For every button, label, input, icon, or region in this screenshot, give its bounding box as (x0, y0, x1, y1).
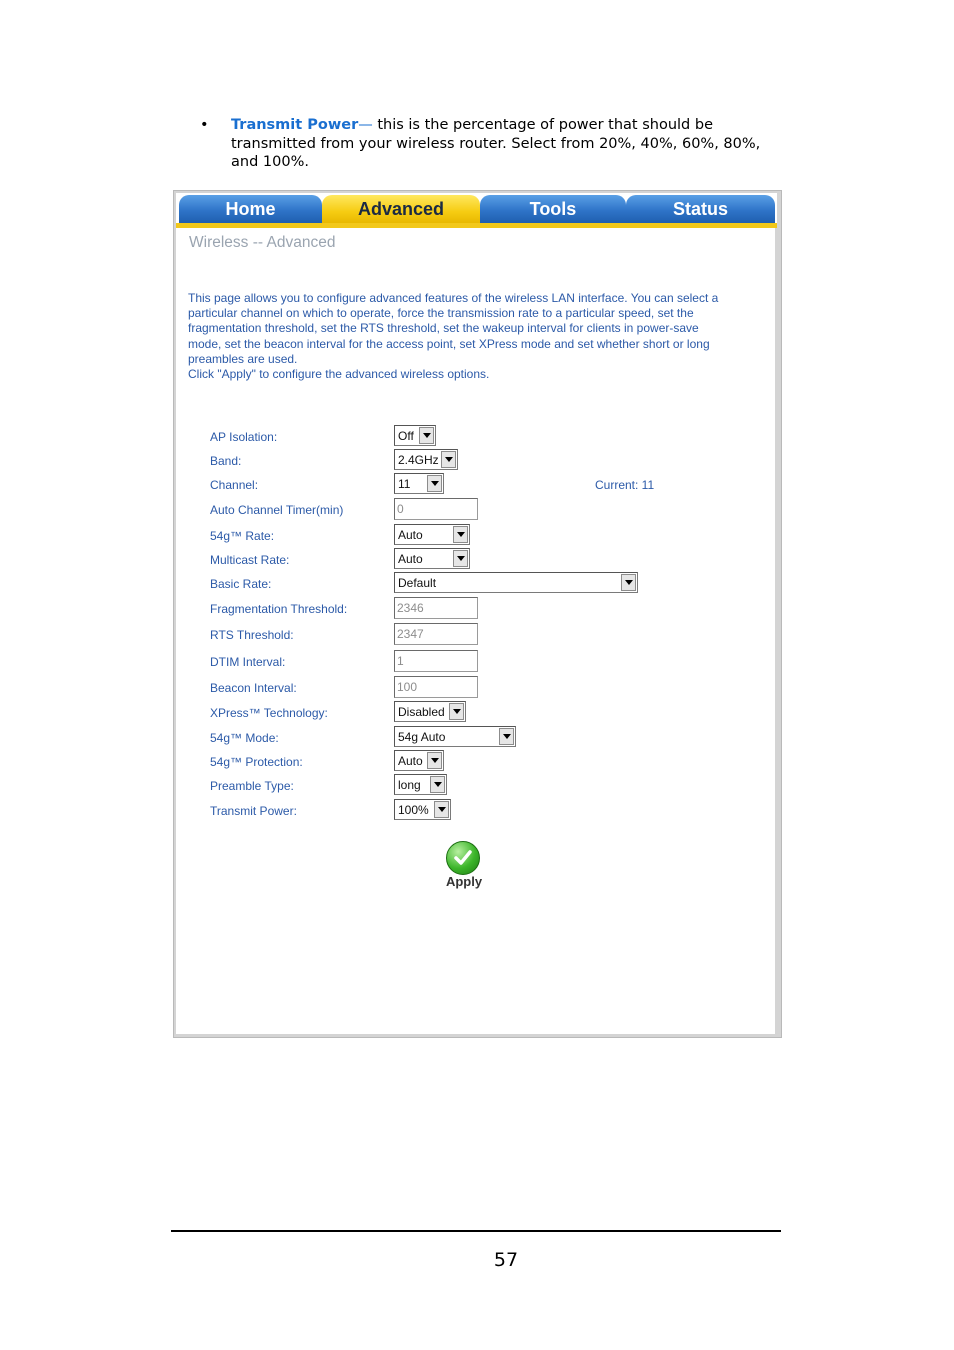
description-line: preambles are used. (188, 351, 298, 366)
band-select[interactable] (394, 449, 458, 470)
router-page (176, 193, 775, 1034)
current-channel-readout: Current: 11 (595, 478, 655, 492)
tab-underline (176, 223, 777, 228)
multicast-rate-value: Auto (398, 551, 423, 566)
xpress-technology-label: XPress™ Technology: (210, 706, 328, 720)
page-description (188, 291, 763, 382)
description-line: Click "Apply" to configure the advanced wireless options. (188, 367, 490, 382)
54g-mode-select[interactable] (394, 726, 516, 747)
tab-home[interactable]: Home (179, 195, 322, 223)
band-label: Band: (210, 454, 242, 468)
chevron-down-icon (419, 427, 434, 444)
chevron-down-icon (621, 574, 636, 591)
tab-advanced[interactable]: Advanced (322, 195, 480, 223)
basic-rate-select[interactable] (394, 572, 638, 593)
preamble-type-value: long (398, 777, 421, 792)
band-value: 2.4GHz (398, 452, 439, 467)
transmit-power-select[interactable] (394, 799, 451, 820)
apply-label: Apply (445, 874, 483, 889)
multicast-rate-label: Multicast Rate: (210, 553, 290, 567)
tab-bar (176, 193, 777, 228)
54g-mode-label: 54g™ Mode: (210, 731, 279, 745)
channel-select[interactable] (394, 473, 444, 494)
page-number: 57 (493, 1249, 519, 1271)
54g-rate-value: Auto (398, 527, 423, 542)
bullet-symbol: • (200, 117, 209, 133)
auto-channel-timer-label: Auto Channel Timer(min) (210, 503, 344, 517)
auto-channel-timer-input[interactable]: 0 (394, 498, 478, 520)
54g-protection-value: Auto (398, 753, 423, 768)
apply-button[interactable] (442, 841, 486, 891)
rts-threshold-label: RTS Threshold: (210, 628, 294, 642)
beacon-interval-label: Beacon Interval: (210, 681, 297, 695)
chevron-down-icon (427, 752, 442, 769)
chevron-down-icon (453, 550, 468, 567)
bullet-body: this is the percentage of power that should be transmitted from your wireless router. Select from 20%, 40%, 60%, 80%, and 100%. (231, 117, 761, 170)
beacon-interval-input[interactable]: 100 (394, 676, 478, 698)
transmit-power-label: Transmit Power: (210, 804, 297, 818)
basic-rate-label: Basic Rate: (210, 577, 272, 591)
bullet-term: Transmit Power (231, 117, 359, 133)
multicast-rate-select[interactable] (394, 548, 470, 569)
54g-protection-select[interactable] (394, 750, 444, 771)
preamble-type-select[interactable] (394, 774, 447, 795)
54g-protection-label: 54g™ Protection: (210, 755, 303, 769)
preamble-type-label: Preamble Type: (210, 779, 294, 793)
channel-label: Channel: (210, 478, 259, 492)
chevron-down-icon (441, 451, 456, 468)
ap-isolation-label: AP Isolation: (210, 430, 278, 444)
description-line: mode, set the beacon interval for the access point, set XPress mode and set whether short or long (188, 336, 710, 351)
chevron-down-icon (453, 526, 468, 543)
chevron-down-icon (499, 728, 514, 745)
description-line: particular channel on which to operate, force the transmission rate to a particular speed, set the (188, 306, 694, 321)
54g-rate-label: 54g™ Rate: (210, 529, 275, 543)
chevron-down-icon (449, 703, 464, 720)
description-line: This page allows you to configure advanced features of the wireless LAN interface. You can select a (188, 291, 719, 305)
tab-tools[interactable]: Tools (480, 195, 626, 223)
router-screenshot (173, 190, 782, 1038)
dtim-interval-label: DTIM Interval: (210, 655, 286, 669)
channel-value: 11 (398, 476, 411, 491)
basic-rate-value: Default (398, 575, 437, 590)
dtim-interval-input[interactable]: 1 (394, 650, 478, 672)
page-title: Wireless -- Advanced (189, 234, 336, 251)
tab-status[interactable]: Status (626, 195, 775, 223)
rts-threshold-input[interactable]: 2347 (394, 623, 478, 645)
description-line: fragmentation threshold, set the RTS threshold, set the wakeup interval for clients in power-save (188, 321, 699, 336)
fragmentation-threshold-input[interactable]: 2346 (394, 597, 478, 619)
chevron-down-icon (427, 475, 442, 492)
transmit-power-value: 100% (398, 802, 429, 817)
ap-isolation-select[interactable] (394, 425, 436, 446)
fragmentation-threshold-label: Fragmentation Threshold: (210, 602, 348, 616)
ap-isolation-value: Off (398, 428, 414, 443)
chevron-down-icon (434, 801, 449, 818)
xpress-technology-select[interactable] (394, 701, 466, 722)
footer-rule (171, 1230, 781, 1232)
checkmark-icon (446, 841, 480, 875)
xpress-technology-value: Disabled (398, 704, 445, 719)
54g-rate-select[interactable] (394, 524, 470, 545)
bullet-dash: — (358, 117, 373, 133)
chevron-down-icon (430, 776, 445, 793)
bullet-text (231, 116, 791, 172)
54g-mode-value: 54g Auto (398, 729, 446, 744)
